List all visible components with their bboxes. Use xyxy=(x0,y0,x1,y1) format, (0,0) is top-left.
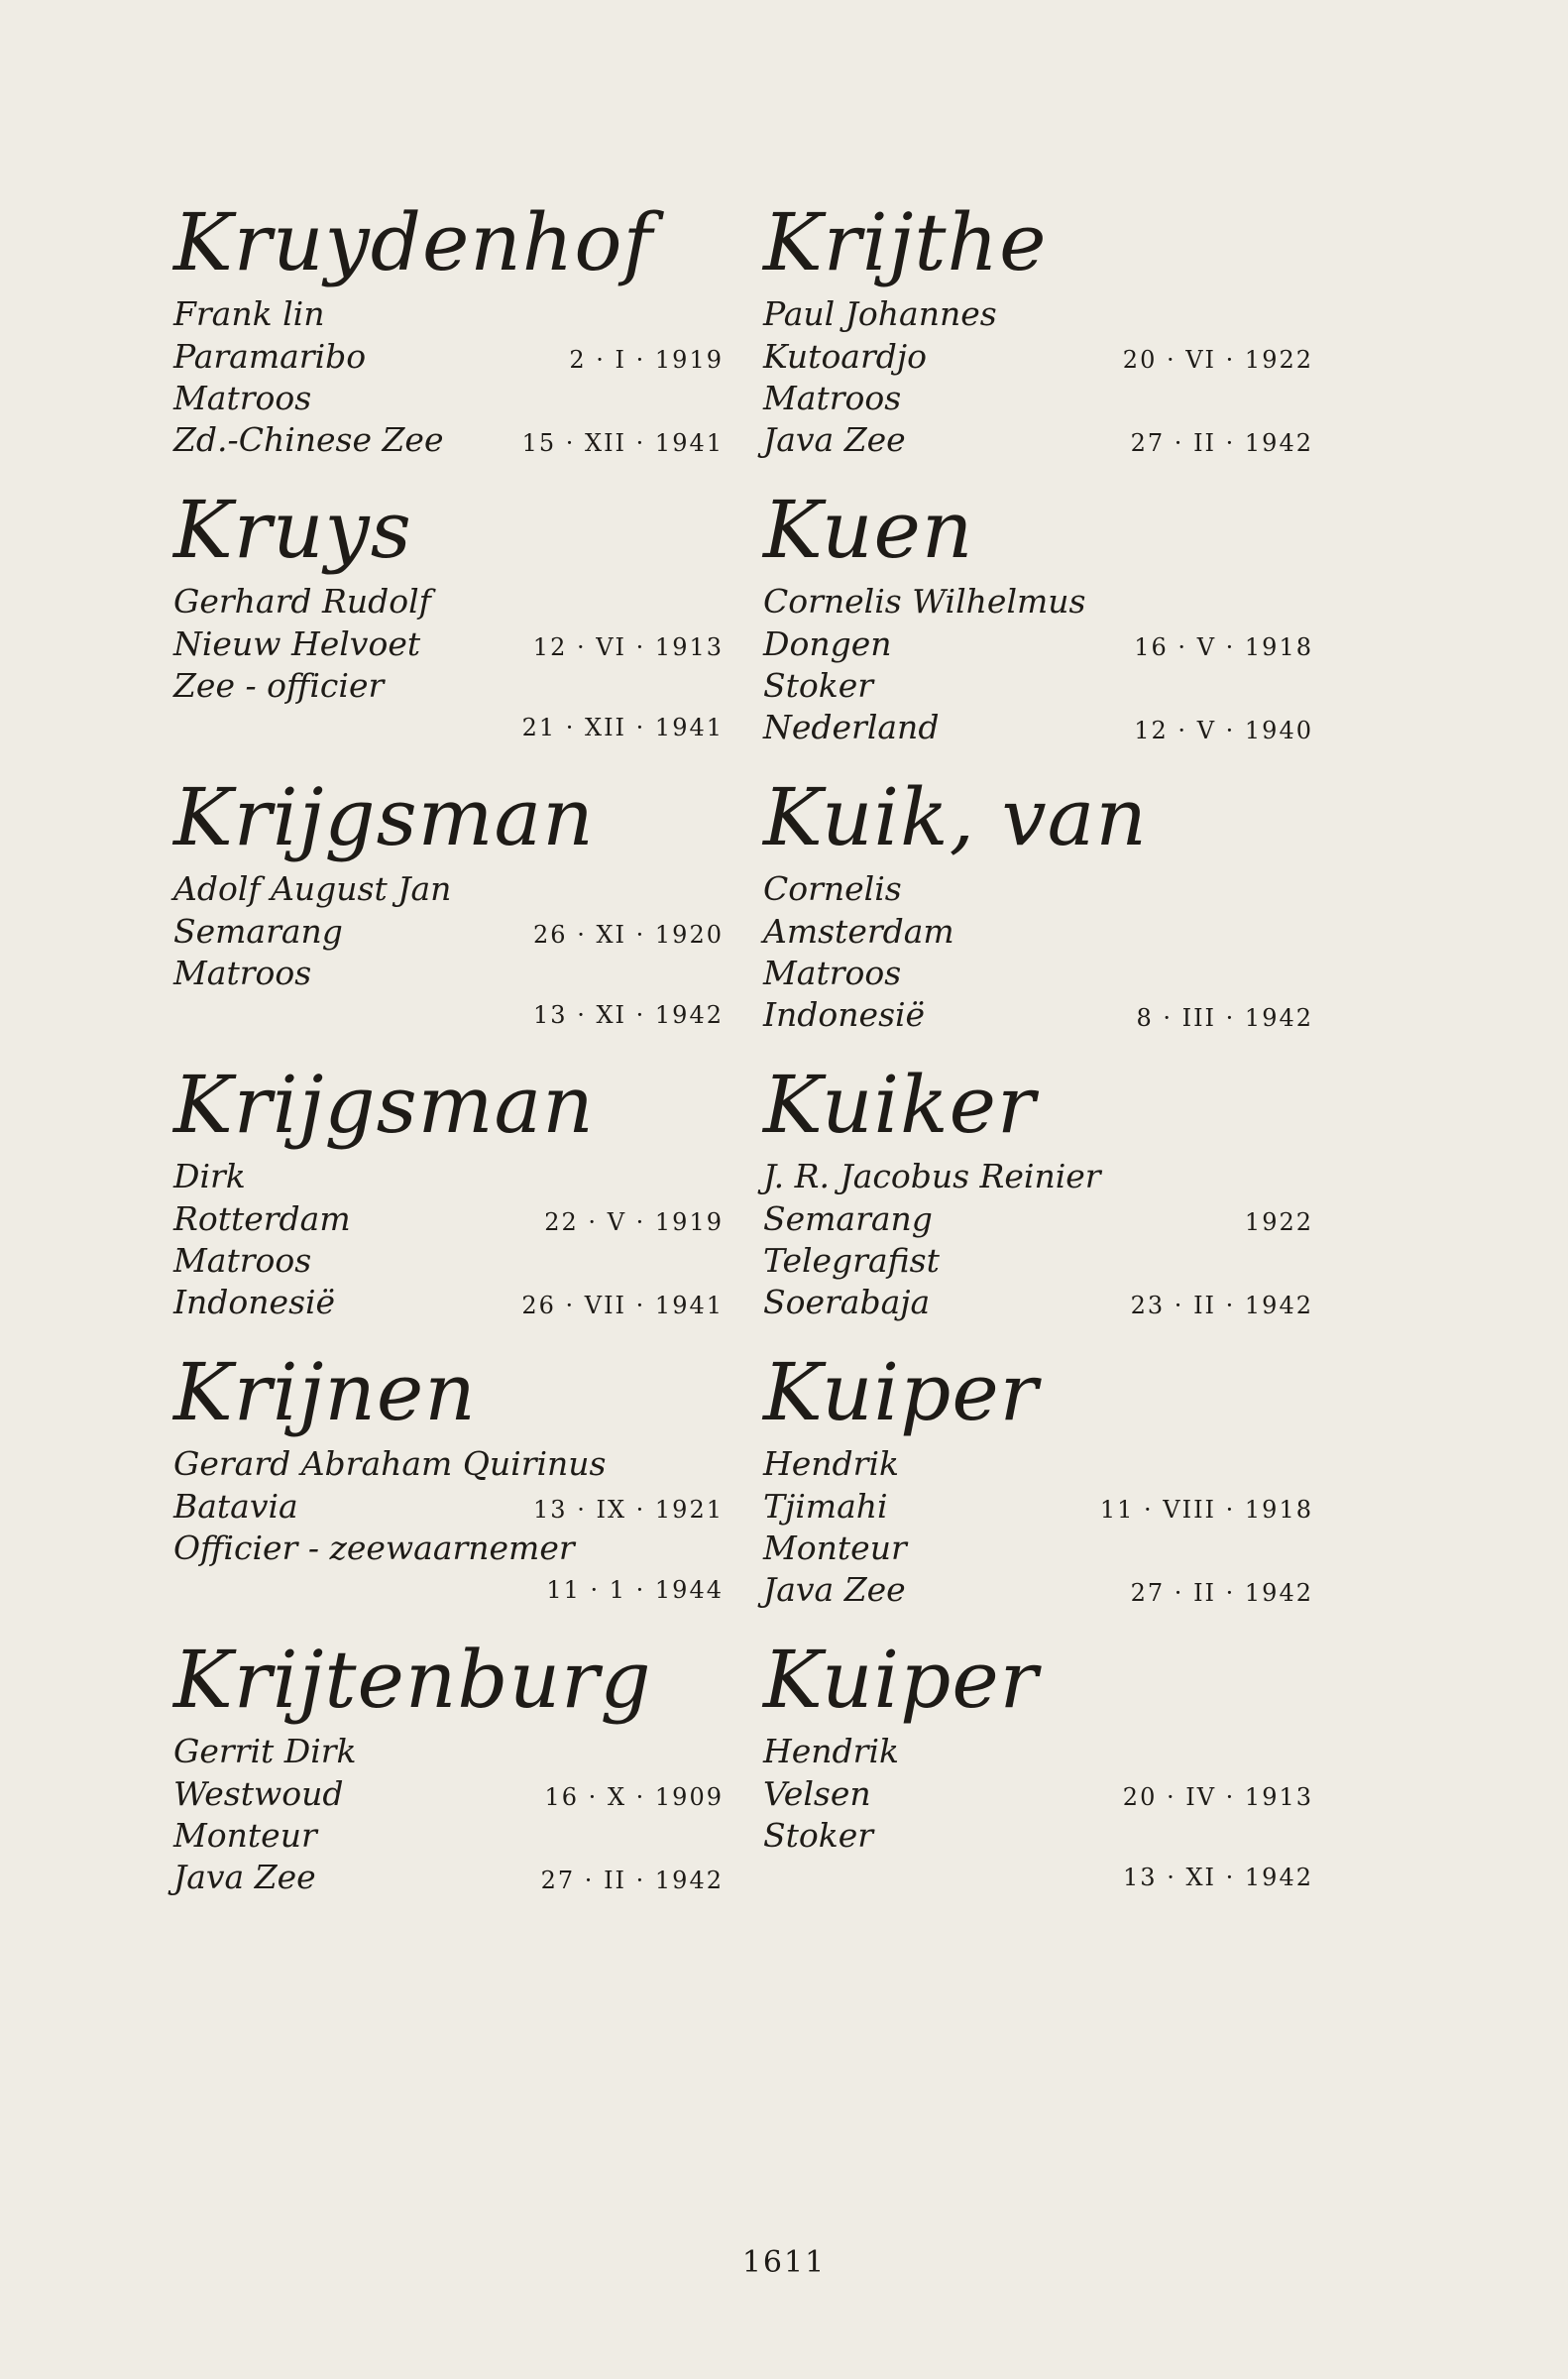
entry-detail-row xyxy=(173,1857,743,1898)
detail-date: 11 · 1 · 1944 xyxy=(546,1576,724,1604)
entry-detail-row xyxy=(763,911,1333,953)
detail-date: 27 · II · 1942 xyxy=(1130,1579,1313,1607)
entry-detail-row xyxy=(173,1773,743,1815)
entry-detail-row xyxy=(173,1815,743,1857)
surname: Kruys xyxy=(173,484,412,576)
detail-text: Stoker xyxy=(763,666,874,705)
memorial-entry xyxy=(173,1056,743,1343)
detail-text: Zd.-Chinese Zee xyxy=(173,420,444,459)
surname: Kuiper xyxy=(763,1346,1039,1438)
entry-detail-row xyxy=(763,953,1333,994)
entry-detail-row xyxy=(763,1773,1333,1815)
detail-text: Tjimahi xyxy=(763,1487,888,1526)
entry-detail-row xyxy=(173,911,743,953)
detail-date: 22 · V · 1919 xyxy=(544,1208,724,1236)
detail-text: Velsen xyxy=(763,1774,871,1813)
given-names: Gerrit Dirk xyxy=(173,1732,357,1770)
detail-text: Matroos xyxy=(763,379,902,417)
entry-detail-row xyxy=(173,1198,743,1240)
detail-text: Matroos xyxy=(173,379,312,417)
surname: Krijgsman xyxy=(173,1059,595,1151)
surname: Krijgsman xyxy=(173,771,595,863)
detail-text: Java Zee xyxy=(173,1858,316,1896)
detail-date: 8 · III · 1942 xyxy=(1136,1004,1313,1032)
detail-text: Matroos xyxy=(173,954,312,992)
entry-detail-row xyxy=(763,665,1333,707)
surname: Kuiper xyxy=(763,1634,1039,1726)
surname: Kuiker xyxy=(763,1059,1037,1151)
detail-text: Batavia xyxy=(173,1487,298,1526)
detail-text: Dongen xyxy=(763,624,892,663)
entry-detail-row xyxy=(173,994,743,1036)
given-names: Cornelis Wilhelmus xyxy=(763,582,1086,621)
given-names: Gerard Abraham Quirinus xyxy=(173,1444,607,1483)
given-names: Hendrik xyxy=(763,1732,900,1770)
entry-detail-row xyxy=(173,1528,743,1569)
given-names: Adolf August Jan xyxy=(173,869,452,908)
memorial-entry xyxy=(763,193,1333,481)
detail-text: Matroos xyxy=(763,954,902,992)
entry-detail-row xyxy=(763,623,1333,665)
memorial-entry xyxy=(173,1343,743,1631)
memorial-entry xyxy=(173,1631,743,1918)
entry-detail-row xyxy=(173,1240,743,1282)
detail-text: Zee - officier xyxy=(173,666,385,705)
detail-date: 2 · I · 1919 xyxy=(569,346,724,374)
detail-text: Java Zee xyxy=(763,420,906,459)
surname: Kuik, van xyxy=(763,771,1148,863)
page-number: 1611 xyxy=(741,2245,827,2280)
detail-date: 26 · VII · 1941 xyxy=(521,1292,724,1319)
memorial-entry xyxy=(763,1343,1333,1631)
entry-detail-row xyxy=(763,1857,1333,1898)
entry-detail-row xyxy=(763,1240,1333,1282)
entry-detail-row xyxy=(173,419,743,461)
given-names: J. R. Jacobus Reinier xyxy=(763,1157,1101,1195)
entry-detail-row xyxy=(763,1282,1333,1323)
detail-date: 27 · II · 1942 xyxy=(540,1867,724,1894)
given-names: Gerhard Rudolf xyxy=(173,582,431,621)
right-column xyxy=(763,193,1333,1918)
memorial-entry xyxy=(173,481,743,768)
detail-text: Indonesië xyxy=(763,995,926,1034)
detail-date: 21 · XII · 1941 xyxy=(521,714,724,741)
entry-detail-row xyxy=(763,1528,1333,1569)
detail-date: 11 · VIII · 1918 xyxy=(1099,1496,1313,1524)
detail-date: 12 · V · 1940 xyxy=(1134,717,1313,744)
entry-detail-row xyxy=(173,665,743,707)
entry-detail-row xyxy=(173,378,743,419)
entry-detail-row xyxy=(173,707,743,748)
detail-text: Nieuw Helvoet xyxy=(173,624,421,663)
entry-detail-row xyxy=(173,336,743,378)
detail-text: Amsterdam xyxy=(763,912,954,951)
detail-text: Westwoud xyxy=(173,1774,344,1813)
entry-detail-row xyxy=(763,1198,1333,1240)
detail-date: 12 · VI · 1913 xyxy=(532,633,724,661)
detail-date: 16 · X · 1909 xyxy=(544,1783,724,1811)
entry-detail-row xyxy=(173,623,743,665)
detail-text: Semarang xyxy=(173,912,343,951)
entry-detail-row xyxy=(763,419,1333,461)
entry-detail-row xyxy=(763,378,1333,419)
surname: Kruydenhof xyxy=(173,196,654,288)
detail-date: 16 · V · 1918 xyxy=(1134,633,1313,661)
given-names: Dirk xyxy=(173,1157,246,1195)
detail-date: 13 · IX · 1921 xyxy=(533,1496,724,1524)
given-names: Cornelis xyxy=(763,869,902,908)
entry-detail-row xyxy=(763,1486,1333,1528)
detail-date: 20 · IV · 1913 xyxy=(1122,1783,1313,1811)
surname: Krijnen xyxy=(173,1346,477,1438)
detail-text: Monteur xyxy=(763,1529,907,1567)
surname: Krijtenburg xyxy=(173,1634,652,1726)
detail-date: 13 · XI · 1942 xyxy=(533,1001,724,1029)
detail-text: Semarang xyxy=(763,1199,933,1238)
detail-text: Kutoardjo xyxy=(763,337,927,376)
detail-date: 20 · VI · 1922 xyxy=(1122,346,1313,374)
entry-detail-row xyxy=(173,1282,743,1323)
entry-detail-row xyxy=(173,1486,743,1528)
detail-text: Officier - zeewaarnemer xyxy=(173,1529,575,1567)
surname: Krijthe xyxy=(763,196,1048,288)
entry-detail-row xyxy=(173,953,743,994)
detail-text: Paramaribo xyxy=(173,337,367,376)
memorial-entry xyxy=(763,1631,1333,1918)
detail-date: 13 · XI · 1942 xyxy=(1123,1864,1313,1891)
detail-text: Monteur xyxy=(173,1816,317,1855)
entry-detail-row xyxy=(763,994,1333,1036)
surname: Kuen xyxy=(763,484,974,576)
given-names: Frank lin xyxy=(173,294,325,333)
detail-text: Indonesië xyxy=(173,1283,336,1321)
entry-detail-row xyxy=(763,707,1333,748)
detail-text: Matroos xyxy=(173,1241,312,1280)
detail-text: Nederland xyxy=(763,708,940,746)
given-names: Paul Johannes xyxy=(763,294,997,333)
detail-text: Telegrafist xyxy=(763,1241,940,1280)
detail-date: 15 · XII · 1941 xyxy=(521,429,724,457)
entry-detail-row xyxy=(173,1569,743,1611)
entry-detail-row xyxy=(763,1569,1333,1611)
detail-date: 23 · II · 1942 xyxy=(1130,1292,1313,1319)
entry-detail-row xyxy=(763,1815,1333,1857)
memorial-entry xyxy=(763,1056,1333,1343)
detail-text: Stoker xyxy=(763,1816,874,1855)
detail-date: 26 · XI · 1920 xyxy=(533,921,724,949)
detail-date: 27 · II · 1942 xyxy=(1130,429,1313,457)
detail-text: Rotterdam xyxy=(173,1199,351,1238)
detail-text: Soerabaja xyxy=(763,1283,931,1321)
memorial-entry xyxy=(763,768,1333,1056)
detail-date: 1922 xyxy=(1244,1208,1313,1236)
left-column xyxy=(173,193,743,1918)
memorial-entry xyxy=(763,481,1333,768)
memorial-entry xyxy=(173,768,743,1056)
entry-detail-row xyxy=(763,336,1333,378)
given-names: Hendrik xyxy=(763,1444,900,1483)
detail-text: Java Zee xyxy=(763,1570,906,1609)
memorial-entry xyxy=(173,193,743,481)
